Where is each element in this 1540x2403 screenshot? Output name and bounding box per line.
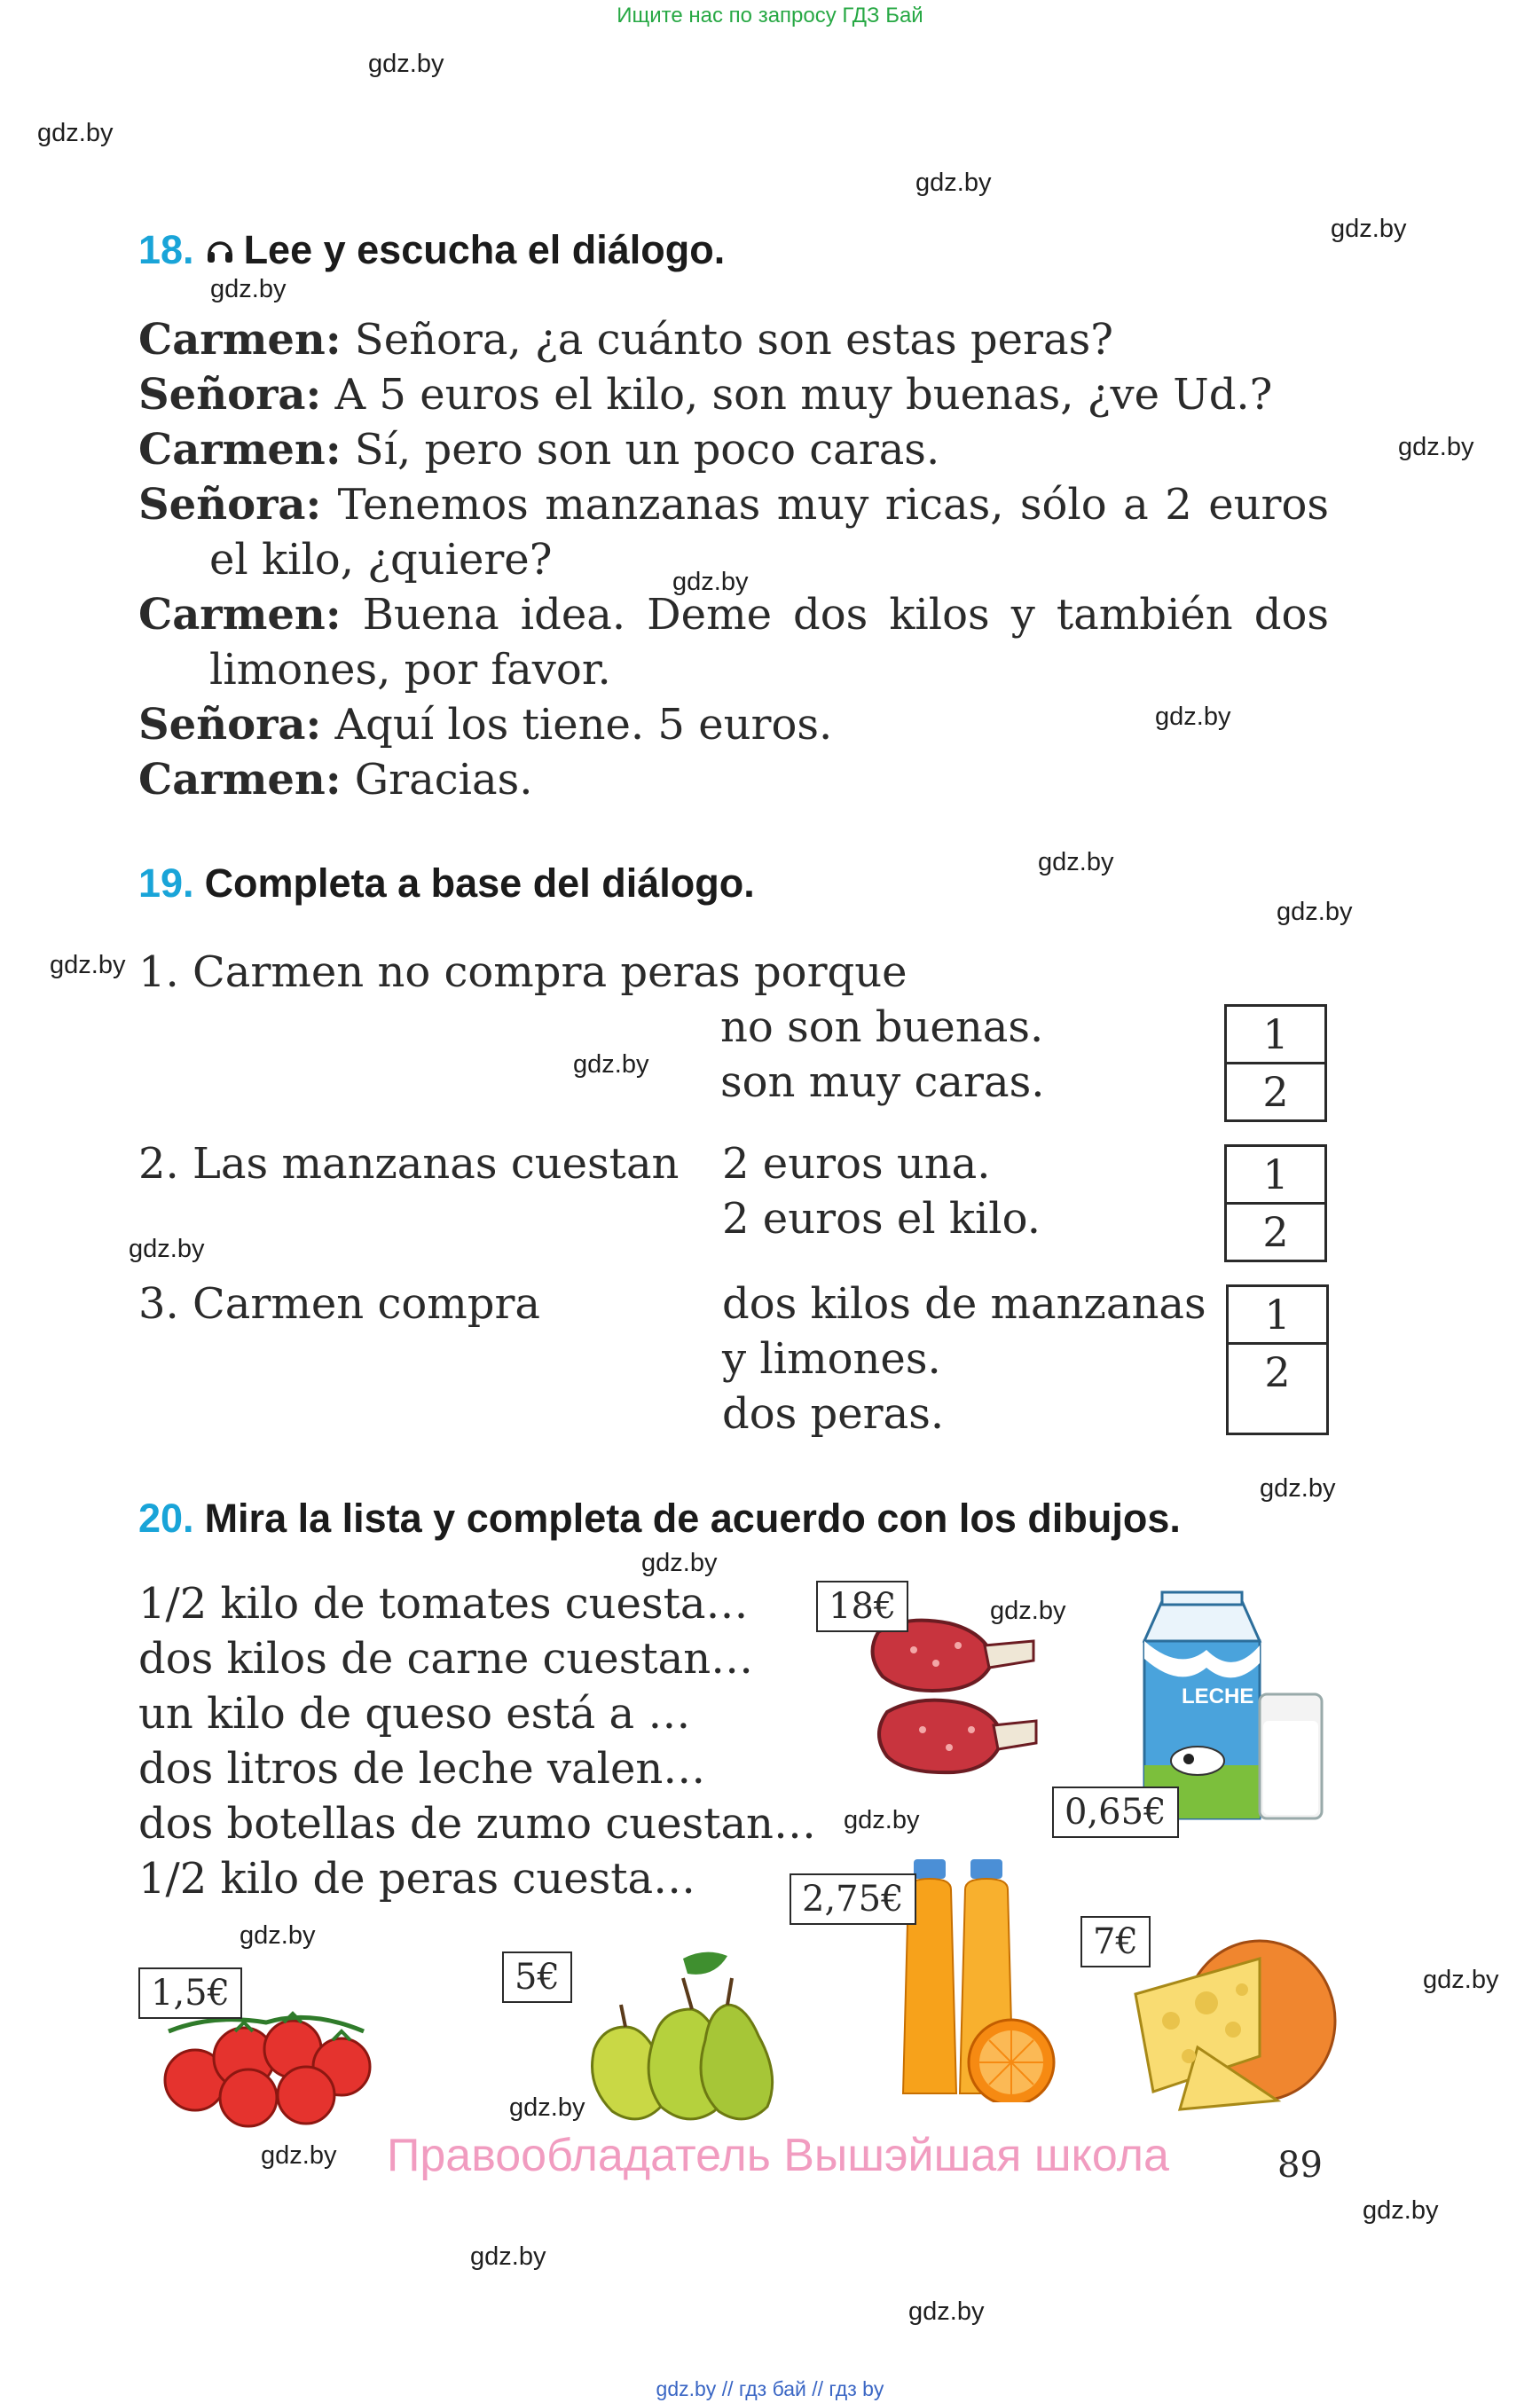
dialogue-line: [138, 697, 1329, 752]
watermark: gdz.by: [210, 275, 287, 303]
watermark: gdz.by: [1423, 1966, 1499, 1994]
answer-box[interactable]: 2: [1227, 1202, 1324, 1260]
answer-option: son muy caras.: [720, 1057, 1045, 1107]
line-text: A 5 euros el kilo, son muy buenas, ¿ve Ud.?: [321, 370, 1273, 420]
top-search-hint: Ищите нас по запросу ГДЗ Бай: [617, 4, 923, 27]
dialogue-line: [138, 752, 1329, 807]
answer-option: 2 euros una.: [722, 1139, 991, 1189]
list-line: dos kilos de carne cuestan…: [138, 1634, 754, 1684]
dialogue-line: [138, 422, 1329, 477]
price-tag-juice: 2,75€: [790, 1873, 916, 1925]
page-number: 89: [1277, 2145, 1323, 2186]
watermark: gdz.by: [470, 2242, 546, 2271]
speaker: Carmen:: [138, 315, 342, 365]
watermark: gdz.by: [641, 1549, 718, 1577]
list-line: dos botellas de zumo cuestan…: [138, 1799, 816, 1849]
speaker: Señora:: [138, 700, 322, 750]
watermark: gdz.by: [261, 2141, 337, 2170]
watermark: gdz.by: [1260, 1474, 1336, 1503]
watermark: gdz.by: [1363, 2196, 1439, 2225]
watermark: gdz.by: [50, 951, 126, 979]
speaker: Carmen:: [138, 590, 342, 640]
answer-option: no son buenas.: [720, 1002, 1044, 1052]
list-line: 1/2 kilo de peras cuesta…: [138, 1854, 696, 1904]
watermark: gdz.by: [37, 119, 114, 147]
line-text: el kilo, ¿quiere?: [209, 535, 553, 585]
watermark: gdz.by: [915, 169, 992, 197]
answer-option: dos kilos de manzanas: [722, 1279, 1206, 1329]
dialogue-line-continuation: [209, 642, 1329, 697]
answer-boxes: [1224, 1004, 1327, 1122]
answer-box[interactable]: 1: [1262, 1150, 1289, 1198]
watermark: gdz.by: [1331, 215, 1407, 243]
dialogue-line: [138, 367, 1329, 422]
answer-box[interactable]: 1: [1262, 1010, 1289, 1058]
watermark: gdz.by: [240, 1921, 316, 1950]
watermark: gdz.by: [1398, 433, 1474, 461]
dialogue-line-continuation: [209, 532, 1329, 587]
answer-box[interactable]: 2: [1227, 1062, 1324, 1119]
exercise-20-heading: [138, 1496, 1181, 1542]
line-text: Sí, pero son un poco caras.: [341, 425, 940, 475]
speaker: Carmen:: [138, 755, 342, 805]
line-text: Tenemos manzanas muy ricas, sólo a 2 euros: [321, 480, 1329, 530]
watermark: gdz.by: [1277, 898, 1353, 926]
watermark: gdz.by: [573, 1050, 649, 1079]
speaker: Carmen:: [138, 425, 342, 475]
price-tag-meat: 18€: [816, 1581, 908, 1632]
exercise-number: 18.: [138, 227, 194, 272]
bottom-links[interactable]: gdz.by // гдз бай // гдз by: [656, 2377, 884, 2400]
dialogue-line: [138, 477, 1329, 532]
watermark: gdz.by: [908, 2297, 985, 2326]
watermark: gdz.by: [509, 2093, 585, 2122]
price-tag-pears: 5€: [502, 1951, 572, 2003]
list-line: un kilo de queso está a …: [138, 1689, 691, 1739]
cheese-image: [1127, 1923, 1340, 2122]
price-tag-milk: 0,65€: [1052, 1787, 1179, 1838]
milk-label: LECHE: [1182, 1684, 1254, 1708]
exercise-number: 20.: [138, 1496, 194, 1541]
answer-boxes: [1226, 1284, 1329, 1435]
dialogue-line: [138, 312, 1329, 367]
speaker: Señora:: [138, 370, 322, 420]
dialogue-line: [138, 587, 1329, 642]
list-line: dos litros de leche valen…: [138, 1744, 706, 1794]
answer-boxes: [1224, 1144, 1327, 1262]
line-text: limones, por favor.: [209, 645, 611, 695]
watermark: gdz.by: [990, 1597, 1066, 1625]
line-text: Buena idea. Deme dos kilos y también dos: [341, 590, 1329, 640]
answer-option: dos peras.: [722, 1389, 945, 1439]
exercise-title: Lee y escucha el diálogo.: [243, 227, 726, 272]
exercise-number: 19.: [138, 860, 194, 906]
answer-option: y limones.: [722, 1334, 941, 1384]
watermark: gdz.by: [129, 1235, 205, 1263]
question-stem: 3. Carmen compra: [138, 1279, 541, 1329]
speaker: Señora:: [138, 480, 322, 530]
exercise-title: Completa a base del diálogo.: [204, 860, 755, 906]
watermark: gdz.by: [1038, 848, 1114, 876]
answer-box[interactable]: 2: [1229, 1342, 1326, 1400]
watermark: gdz.by: [672, 568, 749, 596]
watermark: gdz.by: [844, 1806, 920, 1834]
line-text: Aquí los tiene. 5 euros.: [321, 700, 833, 750]
question-stem: 1. Carmen no compra peras porque: [138, 947, 908, 997]
exercise-title: Mira la lista y completa de acuerdo con los dibujos.: [204, 1496, 1181, 1541]
answer-box[interactable]: 1: [1264, 1291, 1291, 1339]
line-text: Señora, ¿a cuánto son estas peras?: [341, 315, 1113, 365]
answer-option: 2 euros el kilo.: [722, 1194, 1041, 1244]
price-tag-tomatoes: 1,5€: [138, 1967, 242, 2019]
headphones-icon: [205, 230, 235, 276]
list-line: 1/2 kilo de tomates cuesta…: [138, 1579, 749, 1629]
exercise-18-heading: [138, 227, 725, 276]
copyright-notice: Правообладатель Вышэйшая школа: [387, 2130, 1169, 2181]
watermark: gdz.by: [1155, 703, 1231, 731]
question-stem: 2. Las manzanas cuestan: [138, 1139, 680, 1189]
watermark: gdz.by: [368, 50, 444, 78]
exercise-19-heading: [138, 860, 755, 907]
price-tag-cheese: 7€: [1080, 1916, 1151, 1967]
line-text: Gracias.: [341, 755, 533, 805]
pears-image: [550, 1943, 781, 2132]
